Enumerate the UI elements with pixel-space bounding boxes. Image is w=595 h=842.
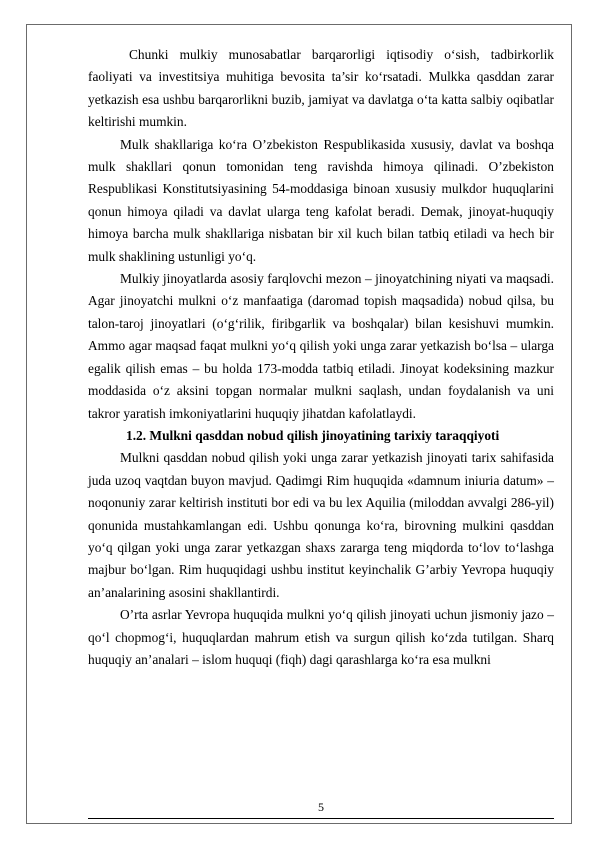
- paragraph-3: Mulkiy jinoyatlarda asosiy farqlovchi mezon – jinoyatchining niyati va maqsadi. Agar jinoyatchi mulkni o‘z manfaatiga (daromad topish maqsadida) nobud qilsa, bu talon-taroj jinoyatlari (o‘g‘rilik, firibgarlik va boshqalar) bilan kesishuvi mumkin. Ammo agar maqsad faqat mulkni yo‘q qilish yoki unga zarar yetkazish bo‘lsa – ularga egalik qilish emas – bu holda 173-modda tatbiq etiladi. Jinoyat kodeksining mazkur moddasida o‘z aksini topgan normalar mulkni saqlash, undan foydalanish va uni takror yaratish imkoniyatlarini huquqiy jihatdan kafolatlaydi.: [88, 271, 554, 421]
- paragraph-4: Mulkni qasddan nobud qilish yoki unga zarar yetkazish jinoyati tarix sahifasida juda uzoq vaqtdan buyon mavjud. Qadimgi Rim huquqida «damnum iniuria datum» – noqonuniy zarar keltirish instituti bor edi va bu lex Aquilia (miloddan avvalgi 286-yil) qonunida mustahkamlangan edi. Ushbu qonunga ko‘ra, birovning mulkini qasddan yo‘q qilgan yoki unga zarar yetkazgan shaxs zararga teng miqdorda to‘lov to‘lashga majbur bo‘lgan. Rim huquqidagi ushbu institut keyinchalik G’arbiy Yevropa huquqiy an’analarining asosini shakllantirdi.: [88, 450, 554, 600]
- paragraph-5: O’rta asrlar Yevropa huquqida mulkni yo‘q qilish jinoyati uchun jismoniy jazo – qo‘l chopmog‘i, huquqlardan mahrum etish va surgun qilish ko‘zda tutilgan. Sharq huquqiy an’analari – islom huquqi (fiqh) dagi qarashlarga ko‘ra esa mulkni: [88, 607, 554, 667]
- document-body: [88, 44, 554, 671]
- paragraph-2: Mulk shakllariga ko‘ra O’zbekiston Respublikasida xususiy, davlat va boshqa mulk shakllari qonun tomonidan teng ravishda himoya qilinadi. O’zbekiston Respublikasi Konstitutsiyasining 54-moddasiga binoan xususiy mulkdor huquqlarini qonun himoya qiladi va davlat ularga teng kafolat beradi. Demak, jinoyat-huquqiy himoya barcha mulk shakllariga nisbatan bir xil kuch bilan tatbiq etiladi va hech bir mulk shaklining ustunligi yo‘q.: [88, 136, 554, 264]
- footer-rule: [88, 818, 554, 819]
- paragraph-1: Chunki mulkiy munosabatlar barqarorligi iqtisodiy o‘sish, tadbirkorlik faoliyati va investitsiya muhitiga bevosita ta’sir ko‘rsatadi. Mulkka qasddan zarar yetkazish esa ushbu barqarorlikni buzib, jamiyat va davlatga o‘ta katta salbiy oqibatlar keltirishi mumkin.: [88, 47, 554, 130]
- page-number: 5: [318, 800, 324, 814]
- section-heading: 1.2. Mulkni qasddan nobud qilish jinoyatining tarixiy taraqqiyoti: [126, 427, 500, 443]
